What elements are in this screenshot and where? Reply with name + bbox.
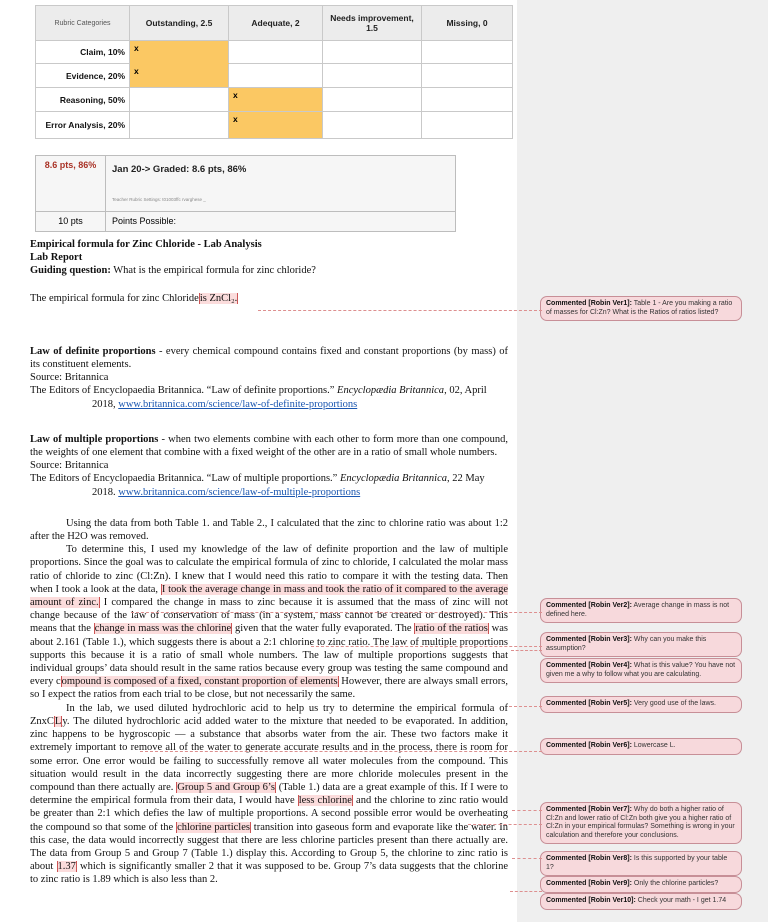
grade-row-score xyxy=(36,156,456,212)
citation-link[interactable]: www.britannica.com/science/law-of-multiple-proportions xyxy=(118,486,361,498)
guiding-question xyxy=(30,264,508,277)
paragraphs-container xyxy=(30,292,508,887)
paragraph-8 xyxy=(30,517,508,543)
text-run: which is significantly smaller 2 that it was supposed to be. Group 7’s data suggests that the chlorine to zinc ratio is 1.89 which is also less than 2. xyxy=(30,861,508,886)
comment-connector-line-5 xyxy=(509,706,542,707)
text-run: The Editors of Encyclopaedia Britannica. “Law of multiple proportions.” xyxy=(30,473,340,485)
grade-row-points xyxy=(36,212,456,232)
comment-anchor-highlight[interactable]: L xyxy=(54,715,62,727)
rubric-label-error-analysis: Error Analysis, 20% xyxy=(36,112,130,139)
comment-anchor-highlight[interactable]: ompound is composed of a fixed, constant proportion of elements xyxy=(61,676,338,688)
comment-text: Only the chlorine particles? xyxy=(631,880,719,887)
citation-link[interactable]: www.britannica.com/science/law-of-definite-proportions xyxy=(118,398,358,410)
text-run: given that the water fully evaporated. The xyxy=(232,623,415,635)
text-run: , 02, April 2018, xyxy=(92,385,487,410)
comment-bubble-8[interactable] xyxy=(540,851,742,876)
comment-text: Average change in mass is not defined here. xyxy=(546,602,730,618)
guiding-question-label: Guiding question: xyxy=(30,265,111,277)
rubric-header-outstanding: Outstanding, 2.5 xyxy=(130,6,229,41)
comment-author-label: Commented [Robin Ver5]: xyxy=(546,700,632,707)
comment-text: Table 1 - Are you making a ratio of masses for Cl:Zn? What is the Ratios of ratios listed? xyxy=(546,300,733,316)
rubric-mark-reasoning-adequate: x xyxy=(229,88,323,112)
comment-text: Lowercase L. xyxy=(631,742,676,749)
paragraph-1 xyxy=(30,292,508,305)
comment-bubble-3[interactable] xyxy=(540,632,742,657)
rubric-header-adequate: Adequate, 2 xyxy=(229,6,323,41)
comment-anchor-highlight[interactable]: 1.37 xyxy=(57,861,76,873)
comment-connector-line-7 xyxy=(512,810,542,811)
rubric-mark-claim-outstanding: x xyxy=(130,41,229,64)
comment-anchor-highlight[interactable]: Group 5 and Group 6’s xyxy=(177,781,275,793)
paragraph-2 xyxy=(30,345,508,371)
text-run: , 22 May 2018. xyxy=(92,473,485,498)
paragraph-3 xyxy=(30,371,508,384)
paragraph-4 xyxy=(30,384,508,410)
comment-bubble-9[interactable] xyxy=(540,876,742,893)
text-run: transition into gaseous form and evaporate like the water. In this case, the data would incorrectly suggest that there are less chlorine particles present than there actually are. The data from Group 5 and Group 7 (Table 1.) display this. According to Group 5, the chlorine to zinc ratio is about xyxy=(30,821,508,873)
graded-line: Jan 20-> Graded: 8.6 pts, 86% xyxy=(112,164,247,175)
text-run: I compared the change in mass to zinc because it is assumed that the mass of zinc will not change because of the law of conservation of mass (in a system, mass cannot be created or destroyed). This means that the xyxy=(30,597,508,635)
comment-anchor-highlight[interactable]: is ZnCl₂. xyxy=(199,292,238,304)
comment-author-label: Commented [Robin Ver6]: xyxy=(546,742,632,749)
guiding-question-text: What is the empirical formula for zinc chloride? xyxy=(110,265,316,277)
points-label: Points Possible: xyxy=(106,212,456,232)
text-run: - when two elements combine with each other to form more than one compound, the weights of one element that combine with a fixed weight of the other are in a ratio of small whole numbers. xyxy=(30,433,508,459)
comment-bubble-7[interactable] xyxy=(540,802,742,844)
comment-text: Why do both a higher ratio of Cl:Zn and lower ratio of Cl:Zn both give you a higher ratio of Cl:Zn in your empirical formulas? Something is wrong in your calculation and therefore your conclusions. xyxy=(546,806,735,839)
rubric-row-error-analysis xyxy=(36,112,513,139)
text-run: The empirical formula for zinc Chloride xyxy=(30,292,199,304)
text-run: and the chlorine to zinc ratio would be greater than 2:1 which defies the law of multiple proportions. A second possible error would be overheating the compound so that some of the xyxy=(30,795,508,833)
rubric-mark-error-analysis-adequate: x xyxy=(229,112,323,139)
rubric-label-reasoning: Reasoning, 50% xyxy=(36,88,130,112)
comment-text: Check your math - I get 1.74 xyxy=(635,897,727,904)
comment-connector-line-6 xyxy=(140,751,542,752)
comment-connector-line-3 xyxy=(311,646,542,647)
text-run: In the lab, we used diluted hydrochloric acid to help us try to determine the empirical formula of ZnxC xyxy=(30,702,508,727)
text-run: (Table 1.) data are a great example of this. If I were to determine the empirical formula from their data, I would have xyxy=(30,781,509,807)
comment-connector-line-2 xyxy=(131,612,542,613)
text-run: The Editors of Encyclopaedia Britannica. “Law of definite proportions.” xyxy=(30,385,338,397)
rubric-row-claim xyxy=(36,41,513,64)
comment-text: Very good use of the laws. xyxy=(631,700,717,707)
comment-author-label: Commented [Robin Ver9]: xyxy=(546,880,632,887)
comment-text: Why can you make this assumption? xyxy=(546,636,707,652)
rubric-row-evidence xyxy=(36,64,513,88)
text-run: Encyclopædia Britannica xyxy=(337,385,445,397)
paragraph-7 xyxy=(30,472,508,498)
points-value: 10 pts xyxy=(36,212,106,232)
text-run: y. The diluted hydrochloric acid added water to the mixture that needed to be evaporated. In addition, zinc happens to be hygroscopic — a substance that absorbs water from the air. These two factors make it extremely important to remove all of the water to generate accurate results and in the process, there is room for some error. One error would be failing to successfully remove all water molecules from the compound. This situation would result in the data incorrectly suggesting there are more chloride molecules present in the compound than there actually are. xyxy=(30,715,508,793)
text-run: Encyclopædia Britannica xyxy=(339,473,447,485)
rubric-table xyxy=(35,5,513,139)
paragraph-9 xyxy=(30,543,508,701)
rubric-label-evidence: Evidence, 20% xyxy=(36,64,130,88)
comment-author-label: Commented [Robin Ver10]: xyxy=(546,897,636,904)
comment-author-label: Commented [Robin Ver2]: xyxy=(546,602,632,609)
rubric-label-claim: Claim, 10% xyxy=(36,41,130,64)
text-run: To determine this, I used my knowledge of the law of definite proportion and the law of multiple proportions. Since the goal was to calculate the empirical formula of zinc to chloride, I calculated the molar mass ratio of chloride to zinc (Cl:Zn). I knew that I would need this ratio to compare it with the testing data. Then when I took a look at the data, xyxy=(30,544,508,595)
lab-report-body xyxy=(30,238,508,887)
text-run: Law of multiple proportions xyxy=(30,433,159,445)
comment-anchor-highlight[interactable]: change in mass was the chlorine xyxy=(94,623,232,635)
comments-sidebar xyxy=(517,0,768,922)
comment-author-label: Commented [Robin Ver4]: xyxy=(546,662,632,669)
text-run: However, there are always small errors, so I expect the ratios from each trial to be close, but not necessarily the same. xyxy=(30,676,508,701)
comment-author-label: Commented [Robin Ver3]: xyxy=(546,636,632,643)
teacher-rubric-settings: Teacher Rubric Settings: t01003ffc rvarghese _ xyxy=(112,197,206,202)
comment-author-label: Commented [Robin Ver8]: xyxy=(546,855,632,862)
rubric-header-row xyxy=(36,6,513,41)
comment-anchor-highlight[interactable]: I took the average change in mass and took the ratio of it compared to the average amount of zinc. xyxy=(30,583,508,609)
text-run: was about 2.161 (Table 1.), which suggests there is about a 2:1 chlorine to zinc ratio. The law of multiple proportions supports this because it is a ratio of small whole numbers. The law of multiple proportions suggests that individual groups’ data should result in the same ratios because every group was testing the same compound and every c xyxy=(30,623,508,688)
paragraph-10 xyxy=(30,702,508,887)
rubric-row-reasoning xyxy=(36,88,513,112)
rubric-header-missing: Missing, 0 xyxy=(422,6,513,41)
comment-bubble-6[interactable] xyxy=(540,738,742,755)
comment-anchor-highlight[interactable]: chlorine particles xyxy=(177,821,250,833)
comment-bubble-2[interactable] xyxy=(540,598,742,623)
text-run: - every chemical compound contains fixed and constant proportions (by mass) of its constituent elements. xyxy=(30,345,509,371)
comment-text: What is this value? You have not given me a why to follow what you are calculating. xyxy=(546,662,736,678)
comment-connector-line-9 xyxy=(512,858,542,859)
comment-connector-line-8 xyxy=(468,824,542,825)
text-run: Using the data from both Table 1. and Table 2., I calculated that the zinc to chlorine ratio was about 1:2 after the H2O was removed. xyxy=(30,517,508,543)
comment-connector-line-4 xyxy=(511,650,542,651)
comment-bubble-5[interactable] xyxy=(540,696,742,713)
rubric-header-needs-improvement: Needs improvement, 1.5 xyxy=(323,6,422,41)
comment-author-label: Commented [Robin Ver1]: xyxy=(546,300,632,307)
comment-connector-line-1 xyxy=(258,310,542,311)
grade-box xyxy=(35,155,456,232)
text-run: Law of definite proportions xyxy=(30,345,156,357)
grade-score: 8.6 pts, 86% xyxy=(36,156,106,212)
comment-anchor-highlight[interactable]: less chlorine xyxy=(298,795,352,807)
comment-connector-line-10 xyxy=(510,891,542,892)
paragraph-6 xyxy=(30,459,508,472)
comment-text: Is this supported by your table 1? xyxy=(546,855,728,871)
rubric-header-categories: Rubric Categories xyxy=(36,6,130,41)
comment-bubble-10[interactable] xyxy=(540,893,742,910)
text-run: Source: Britannica xyxy=(30,460,109,472)
comment-bubble-1[interactable] xyxy=(540,296,742,321)
comment-author-label: Commented [Robin Ver7]: xyxy=(546,806,632,813)
comment-anchor-highlight[interactable]: ratio of the ratios xyxy=(415,623,488,635)
text-run: Source: Britannica xyxy=(30,372,109,384)
document-subtitle: Lab Report xyxy=(30,252,83,264)
paragraph-5 xyxy=(30,433,508,459)
rubric-mark-evidence-outstanding: x xyxy=(130,64,229,88)
document-title: Empirical formula for Zinc Chloride - Lab Analysis xyxy=(30,239,262,250)
comment-bubble-4[interactable] xyxy=(540,658,742,683)
